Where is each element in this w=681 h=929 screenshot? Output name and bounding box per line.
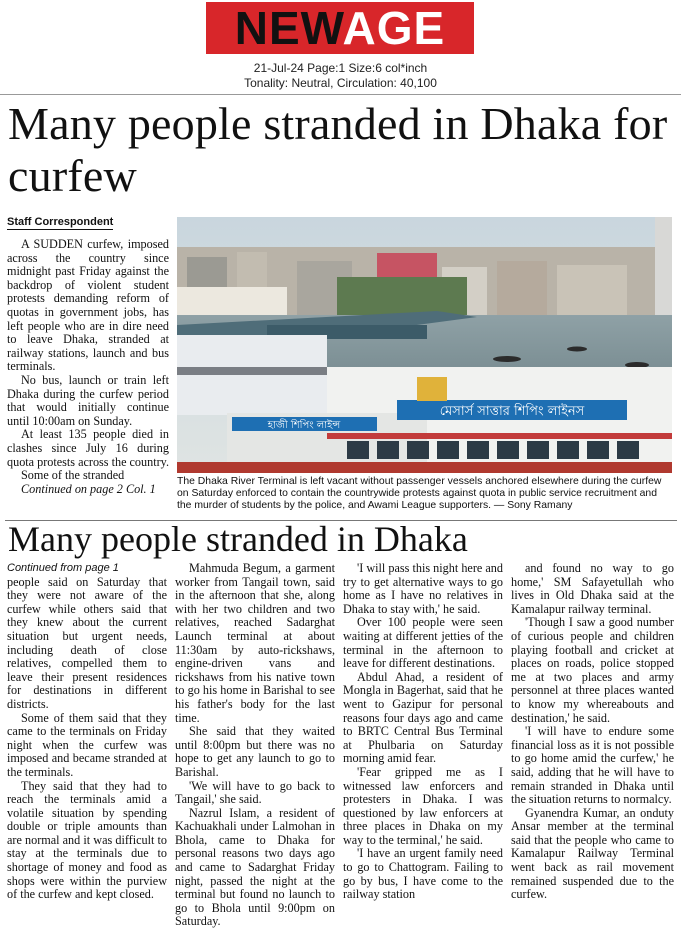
clipping-meta-date: 21-Jul-24 Page:1 Size:6 col*inch — [253, 61, 428, 75]
continuation-column-2 — [175, 562, 335, 929]
river-terminal-photo — [177, 217, 672, 473]
vessel-sign-secondary: হাজী শিপিং লাইন্স — [267, 420, 341, 431]
body-paragraph: They said that they had to reach the terminals amid a volatile situation by spending double or triple amounts than are normal and it was difficult to stay at the terminals due to shortage of money and food as shops were within the purview of the curfew and kept closed. — [7, 778, 167, 902]
body-paragraph: She said that they waited until 8:00pm but there was no hope to get any launch to go to Barishal. — [175, 724, 335, 779]
continuation-headline: Many people stranded in Dhaka — [8, 519, 468, 559]
body-paragraph: Over 100 people were seen waiting at different jetties of the terminal in the afternoon to leave for different destinations. — [343, 615, 503, 671]
body-paragraph: Mahmuda Begum, a garment worker from Tangail town, said in the afternoon that she, along with her two children and two relatives, reached Sadarghat Launch terminal at about 11:30am by auto-rickshaws, engine-driven vans and rickshaws from his native town to go his home in Barishal to see his father's body for the last time. — [175, 561, 335, 725]
divider-top — [0, 94, 681, 95]
lead-column — [7, 238, 169, 496]
continuation-column-4 — [511, 562, 674, 902]
body-paragraph: and found no way to go home,' SM Safayetullah who lives in Old Dhaka said at the Kamalapur railway terminal. — [511, 561, 674, 616]
clipping-meta-tonality: Tonality: Neutral, Circulation: 40,100 — [244, 76, 437, 90]
body-paragraph: 'I have an urgent family need to go to Chattogram. Failing to go by bus, I have come to the railway station — [343, 846, 503, 902]
masthead-logo: NEWAGE — [234, 2, 446, 54]
continued-on-note: Continued on page 2 Col. 1 — [21, 481, 156, 496]
continuation-column-1 — [7, 562, 167, 902]
body-paragraph: 'Fear gripped me as I witnessed law enforcers and protesters in Dhaka. I was questioned by law enforcers at three places in Dhaka on my way to the terminal,' he said. — [343, 764, 503, 847]
article-headline: Many people stranded in Dhaka for curfew — [8, 98, 668, 201]
body-paragraph: 'I will pass this night here and try to get alternative ways to go home as I have no relatives in Dhaka to stay with,' he said. — [343, 561, 503, 616]
body-paragraph: Gyanendra Kumar, an onduty Ansar member at the terminal said that the people who came to Kamalapur Railway Terminal went back as rail movement remained suspended due to the curfew. — [511, 805, 674, 902]
body-paragraph: Some of them said that they came to the terminals on Friday night when the curfew was imposed and became stranded at the terminals. — [7, 710, 167, 779]
lead-paragraph: Some of the stranded — [21, 468, 125, 483]
lead-paragraph: At least 135 people died in clashes since July 16 during quota protests across the country. — [7, 427, 170, 469]
continuation-column-3 — [343, 562, 503, 902]
body-paragraph: people said on Saturday that they were not aware of the curfew while others said that they knew about the current situation but urgent needs, including death of close relatives, compelled them to leave their present residences for destinations in different districts. — [7, 574, 167, 711]
byline: Staff Correspondent — [7, 216, 114, 228]
lead-paragraph: A SUDDEN curfew, imposed across the country since midnight past Friday against the backdrop of violent student protests demanding reform of quotas in government jobs, has left people who are in dire need to leave Dhaka, stranded at railway stations, launch and bus terminals. — [7, 237, 169, 374]
body-paragraph: 'We will have to go back to Tangail,' she said. — [175, 778, 335, 807]
body-paragraph: Abdul Ahad, a resident of Mongla in Bagerhat, said that he went to Gazipur for personal reasons four days ago and came to BRTC Central Bus Terminal at Phulbaria on Saturday morning amid fear. — [343, 669, 503, 766]
body-paragraph: 'Though I saw a good number of curious people and children playing football and cricket at places on roads, police stopped me at two places and army personnel at three places wanted to know my whereabouts and destination,' he said. — [511, 615, 674, 725]
newspaper-masthead — [206, 2, 474, 54]
body-paragraph: Nazrul Islam, a resident of Kachuakhali under Lalmohan in Bhola, came to Dhaka for personal reasons two days ago and came to Sadarghat Friday night, passed the night at the terminal but found no launch to go to Bhola until 9:00pm on Saturday. — [175, 805, 335, 929]
continued-from-note: Continued from page 1 — [7, 562, 119, 574]
photo-caption: The Dhaka River Terminal is left vacant without passenger vessels anchored elsewhere during the curfew on Saturday enforced to contain the countrywide protests against quota in public service recruitment and the murder of students by the police, and Awami League supporters. — Sony Ramany — [177, 476, 662, 512]
lead-paragraph: No bus, launch or train left Dhaka during the curfew period that would initially continue until 10:00am on Sunday. — [7, 372, 169, 428]
body-paragraph: 'I will have to endure some financial loss as it is not possible to go home amid the curfew,' he said, adding that he will have to remain stranded in Dhaka until the situation returns to normalcy. — [511, 724, 674, 807]
vessel-sign-main: মেসার্স সাত্তার শিপিং লাইনস — [439, 404, 585, 419]
